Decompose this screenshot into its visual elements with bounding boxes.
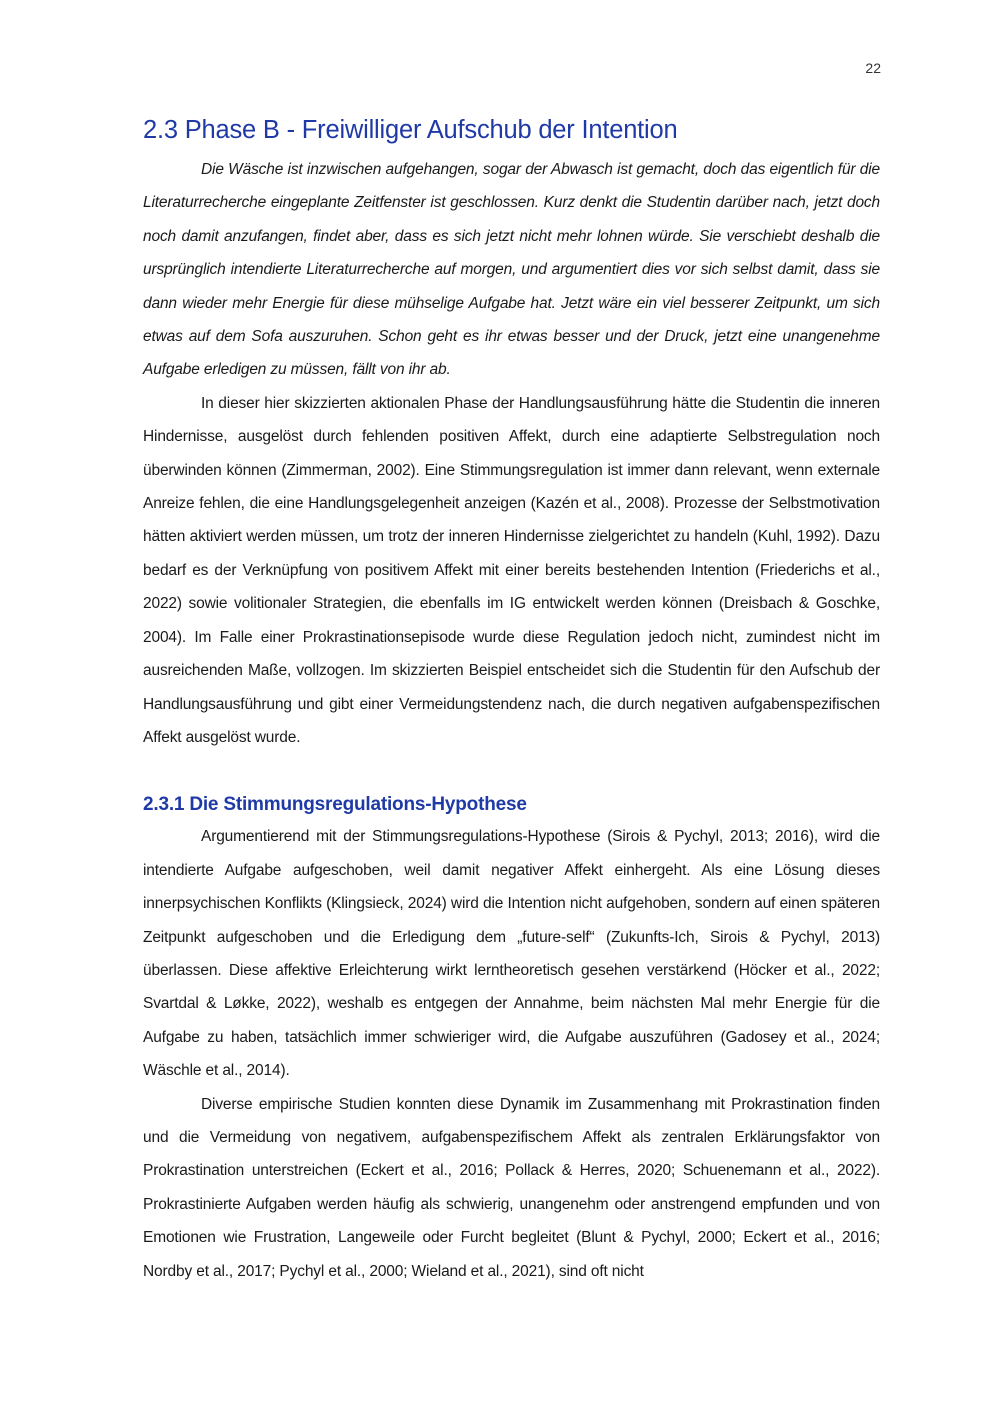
section-heading: 2.3 Phase B - Freiwilliger Aufschub der Intention bbox=[143, 116, 678, 144]
subsection-heading: 2.3.1 Die Stimmungsregulations-Hypothese bbox=[143, 794, 527, 816]
body-paragraph: In dieser hier skizzierten aktionalen Phase der Handlungsausführung hätte die Studentin die inneren Hindernisse, ausgelöst durch fehlenden positiven Affekt, durch eine adaptierte Selbstregulation noch überwinden können (Zimmerman, 2002). Eine Stimmungsregulation ist immer dann relevant, wenn externale Anreize fehlen, die eine Handlungsgelegenheit anzeigen (Kazén et al., 2008). Prozesse der Selbstmotivation hätten aktiviert werden müssen, um trotz der inneren Hindernisse zielgerichtet zu handeln (Kuhl, 1992). Dazu bedarf es der Verknüpfung von positivem Affekt mit einer bereits bestehenden Intention (Friederichs et al., 2022) sowie volitionaler Strategien, die ebenfalls im IG entwickelt werden können (Dreisbach & Goschke, 2004). Im Falle einer Prokrastinationsepisode wurde diese Regulation jedoch nicht, zumindest nicht im ausreichenden Maße, vollzogen. Im skizzierten Beispiel entscheidet sich die Studentin für den Aufschub der Handlungsausführung und gibt einer Vermeidungstendenz nach, die durch negativen aufgabenspezifischen Affekt ausgelöst wurde. bbox=[143, 394, 880, 746]
body-paragraph: Argumentierend mit der Stimmungsregulations-Hypothese (Sirois & Pychyl, 2013; 2016), wird die intendierte Aufgabe aufgeschoben, weil damit negativer Affekt einhergeht. Als eine Lösung dieses innerpsychischen Konflikts (Klingsieck, 2024) wird die Intention nicht aufgehoben, sondern auf einen späteren Zeitpunkt aufgeschoben und die Erledigung dem „future-self“ (Zukunfts-Ich, Sirois & Pychyl, 2013) überlassen. Diese affektive Erleichterung wirkt lerntheoretisch gesehen verstärkend (Höcker et al., 2022; Svartdal & Løkke, 2022), weshalb es entgegen der Annahme, beim nächsten Mal mehr Energie für die Aufgabe zu haben, tatsächlich immer schwieriger wird, die Aufgabe auszuführen (Gadosey et al., 2024; Wäschle et al., 2014). bbox=[143, 828, 880, 1080]
body-paragraph: Diverse empirische Studien konnten diese Dynamik im Zusammenhang mit Prokrastination finden und die Vermeidung von negativem, aufgabenspezifischem Affekt als zentralen Erklärungsfaktor von Prokrastination unterstreichen (Eckert et al., 2016; Pollack & Herres, 2020; Schuenemann et al., 2022). Prokrastinierte Aufgaben werden häufig als schwierig, unangenehm oder anstrengend empfunden und von Emotionen wie Frustration, Langeweile oder Furcht begleitet (Blunt & Pychyl, 2000; Eckert et al., 2016; Nordby et al., 2017; Pychyl et al., 2000; Wieland et al., 2021), sind oft nicht bbox=[143, 1095, 880, 1280]
page-number: 22 bbox=[865, 60, 881, 76]
page-content bbox=[143, 116, 880, 1288]
vignette-paragraph: Die Wäsche ist inzwischen aufgehangen, sogar der Abwasch ist gemacht, doch das eigentlich für die Literaturrecherche eingeplante Zeitfenster ist geschlossen. Kurz denkt die Studentin darüber nach, jetzt doch noch damit anzufangen, findet aber, dass es sich jetzt nicht mehr lohnen würde. Sie verschiebt deshalb die ursprünglich intendierte Literaturrecherche auf morgen, und argumentiert dies vor sich selbst damit, dass sie dann wieder mehr Energie für diese mühselige Aufgabe hat. Jetzt wäre ein viel besserer Zeitpunkt, um sich etwas auf dem Sofa auszuruhen. Schon geht es ihr etwas besser und der Druck, jetzt eine unangenehme Aufgabe erledigen zu müssen, fällt von ihr ab. bbox=[143, 161, 880, 379]
